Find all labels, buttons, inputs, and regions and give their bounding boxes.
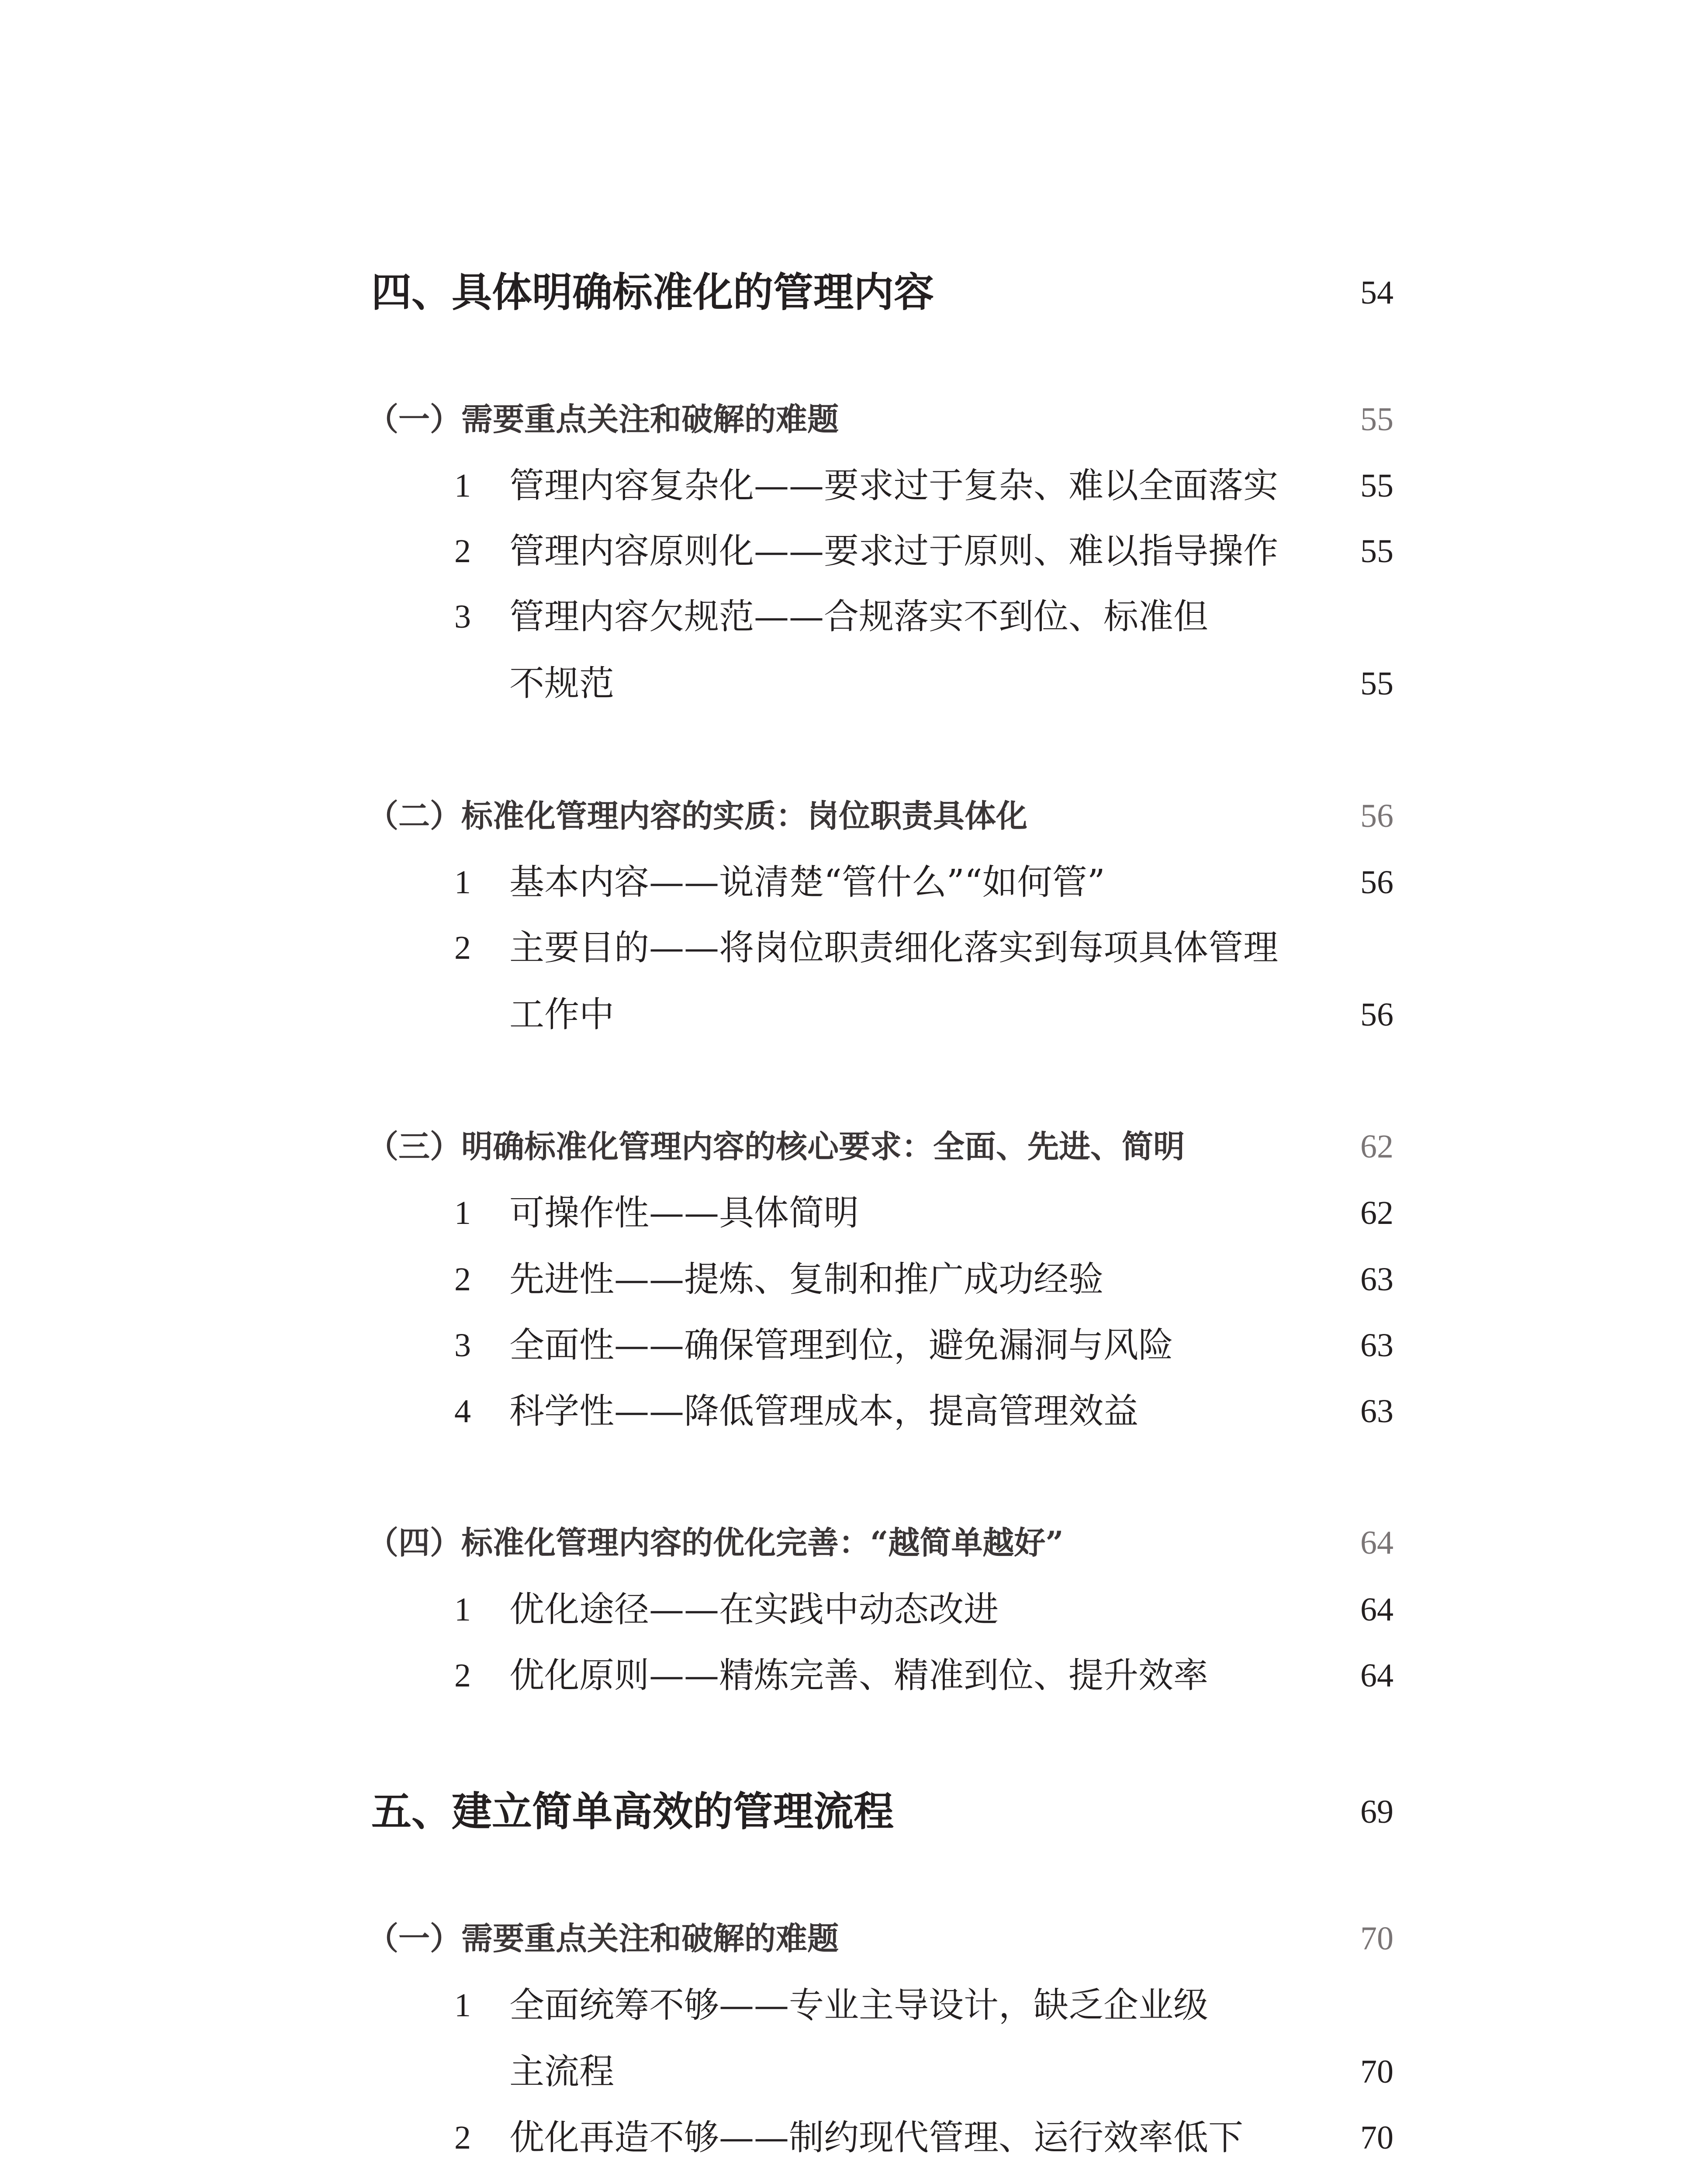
chapter-title: 四、具体明确标准化的管理内容 <box>371 269 934 316</box>
item-number: 2 <box>454 930 471 966</box>
page-number: 56 <box>1360 996 1394 1033</box>
item-title: 优化途径——在实践中动态改进 <box>509 1589 999 1630</box>
item-number: 2 <box>454 1657 471 1694</box>
item-number: 3 <box>454 1327 471 1364</box>
page-number: 70 <box>1360 1920 1394 1957</box>
page-number: 64 <box>1360 1657 1394 1694</box>
section-title: （二）标准化管理内容的实质：岗位职责具体化 <box>367 797 1028 834</box>
page-number: 70 <box>1360 2119 1394 2156</box>
item-title: 科学性——降低管理成本，提高管理效益 <box>509 1391 1138 1431</box>
page-number: 63 <box>1360 1261 1394 1298</box>
page-number: 62 <box>1360 1195 1394 1231</box>
page-number: 70 <box>1360 2053 1394 2090</box>
item-title: 可操作性——具体简明 <box>509 1192 859 1233</box>
section-title: （一）需要重点关注和破解的难题 <box>367 401 839 438</box>
item-title: 基本内容——说清楚“管什么”“如何管” <box>509 862 1105 902</box>
item-title: 优化原则——精炼完善、精准到位、提升效率 <box>509 1655 1208 1696</box>
section-title: （三）明确标准化管理内容的核心要求：全面、先进、简明 <box>367 1128 1185 1165</box>
page-number: 64 <box>1360 1591 1394 1628</box>
item-number: 2 <box>454 1261 471 1298</box>
item-title-continued: 工作中 <box>509 994 614 1035</box>
item-title: 全面性——确保管理到位，避免漏洞与风险 <box>509 1325 1173 1365</box>
item-number: 3 <box>454 598 471 635</box>
page-number: 55 <box>1360 467 1394 504</box>
item-number: 2 <box>454 533 471 570</box>
page-number: 55 <box>1360 401 1394 438</box>
item-title-continued: 主流程 <box>509 2051 614 2092</box>
item-number: 2 <box>454 2119 471 2156</box>
page-number: 63 <box>1360 1327 1394 1364</box>
item-number: 4 <box>454 1393 471 1430</box>
page-number: 64 <box>1360 1524 1394 1561</box>
item-number: 1 <box>454 1987 471 2024</box>
item-title: 管理内容复杂化——要求过于复杂、难以全面落实 <box>509 465 1278 506</box>
section-title: （四）标准化管理内容的优化完善：“越简单越好” <box>367 1524 1064 1561</box>
chapter-title: 五、建立简单高效的管理流程 <box>371 1788 894 1835</box>
item-number: 1 <box>454 1591 471 1628</box>
item-title: 先进性——提炼、复制和推广成功经验 <box>509 1259 1103 1299</box>
item-title: 优化再造不够——制约现代管理、运行效率低下 <box>509 2117 1243 2158</box>
section-title: （一）需要重点关注和破解的难题 <box>367 1920 839 1957</box>
page-number: 55 <box>1360 665 1394 702</box>
page-number: 56 <box>1360 864 1394 901</box>
page-number: 69 <box>1360 1794 1394 1830</box>
item-number: 1 <box>454 864 471 901</box>
item-title-continued: 不规范 <box>509 663 614 704</box>
page-number: 55 <box>1360 533 1394 570</box>
page-number: 62 <box>1360 1128 1394 1165</box>
item-title: 管理内容原则化——要求过于原则、难以指导操作 <box>509 531 1278 571</box>
item-title: 管理内容欠规范——合规落实不到位、标准但 <box>509 596 1208 637</box>
item-title: 主要目的——将岗位职责细化落实到每项具体管理 <box>509 927 1278 968</box>
item-number: 1 <box>454 1195 471 1231</box>
item-title: 全面统筹不够——专业主导设计，缺乏企业级 <box>509 1985 1208 2025</box>
page-number: 63 <box>1360 1393 1394 1430</box>
page-number: 56 <box>1360 798 1394 834</box>
item-number: 1 <box>454 467 471 504</box>
page-number: 54 <box>1360 274 1394 311</box>
